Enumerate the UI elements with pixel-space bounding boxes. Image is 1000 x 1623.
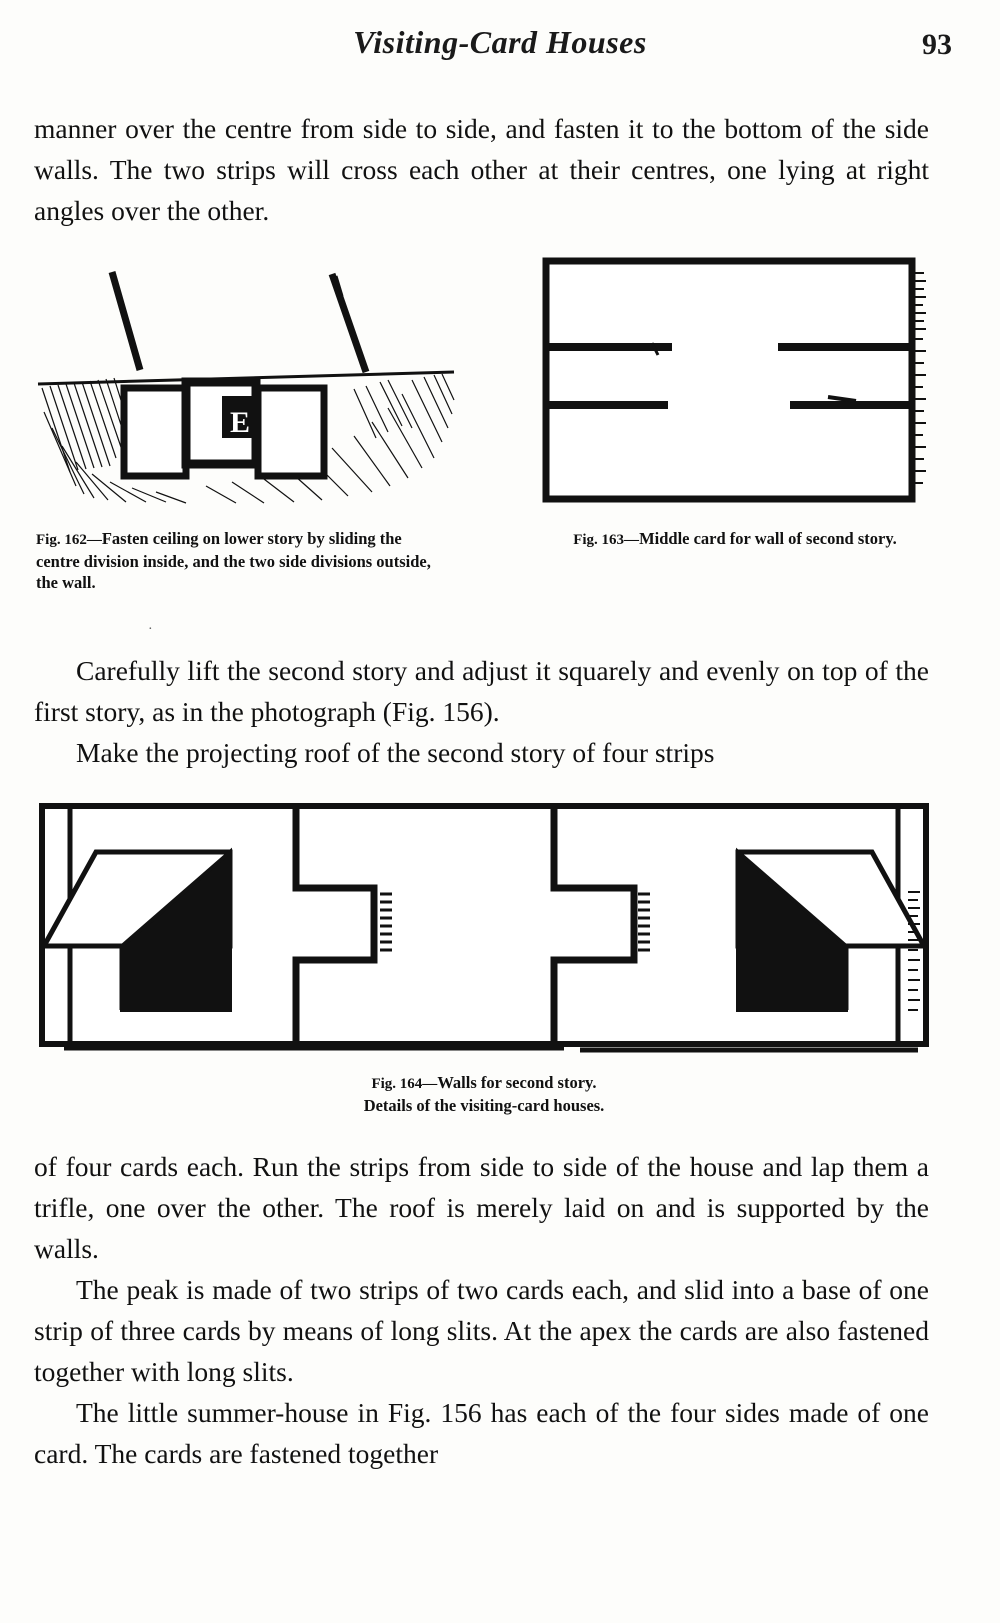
paragraph-block-3 <box>34 1146 929 1474</box>
figure-164-svg <box>34 800 934 1060</box>
figure-162-label: Fig. 162— <box>36 532 102 548</box>
figure-164-caption <box>34 1072 934 1116</box>
figure-163-svg <box>540 255 930 505</box>
paragraph-3b: The peak is made of two strips of two cards each, and slid into a base of one strip of three cards by means of long slits. At the apex the cards are also fastened together with long slits. <box>34 1274 929 1387</box>
figure-162-letter: E <box>229 406 251 439</box>
figure-162-svg <box>36 262 456 512</box>
figure-163-caption <box>530 528 940 551</box>
stray-ink-mark: · <box>148 622 153 637</box>
figure-163-illustration <box>540 255 930 505</box>
figure-162-illustration <box>36 262 456 512</box>
paragraph-2a: Carefully lift the second story and adjust it squarely and evenly on top of the first story, as in the photograph (Fig. 156). <box>34 655 929 727</box>
figure-164-label: Fig. 164— <box>371 1076 438 1092</box>
paragraph-3a: of four cards each. Run the strips from side to side of the house and lap them a trifle, one over the other. The roof is merely laid on and is supported by the walls. <box>34 1151 929 1264</box>
paragraph-2b: Make the projecting roof of the second story of four strips <box>76 737 715 768</box>
paragraph-1: manner over the centre from side to side, and fasten it to the bottom of the side walls. The two strips will cross each other at their centres, one lying at right angles over the other. <box>34 113 929 226</box>
page-number: 93 <box>922 28 952 61</box>
paragraph-block-1 <box>34 108 929 231</box>
figure-164-subcaption: Details of the visiting-card houses. <box>363 1096 605 1115</box>
figure-163-caption-text: Middle card for wall of second story. <box>639 529 897 548</box>
figure-162-caption-text: Fasten ceiling on lower story by sliding the centre division inside, and the two side divisions outside, the wall. <box>36 529 431 592</box>
figure-164-caption-text: Walls for second story. <box>437 1073 597 1092</box>
paragraph-block-2 <box>34 650 929 773</box>
figure-162-caption <box>36 528 436 593</box>
page-title: Visiting-Card Houses <box>353 24 647 60</box>
figure-163-label: Fig. 163— <box>573 532 640 548</box>
paragraph-3c: The little summer-house in Fig. 156 has each of the four sides made of one card. The cards are fastened together <box>34 1397 929 1469</box>
page-header <box>0 24 1000 76</box>
figure-164-illustration <box>34 800 934 1060</box>
